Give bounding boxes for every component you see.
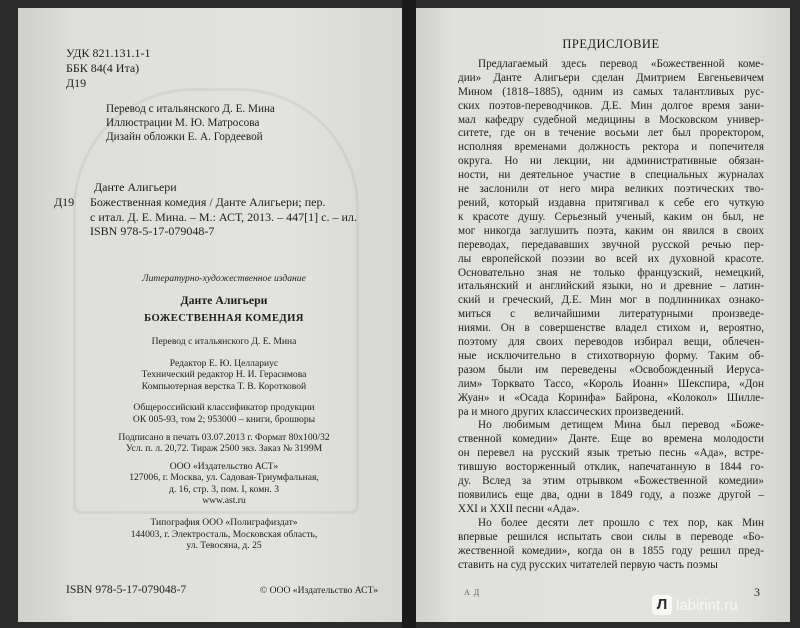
text-line: Но более десяти лет прошло с тех пор, как Мин (478, 516, 764, 529)
credit-line: Перевод с итальянского Д. Е. Мина (106, 103, 275, 115)
record-isbn: ISBN 978-5-17-079048-7 (90, 224, 215, 239)
staff-line: Редактор Е. Ю. Целлариус (169, 357, 279, 369)
book-author: Данте Алигьери (180, 293, 268, 308)
print-info (66, 432, 382, 455)
udk-code: УДК 821.131.1-1 (66, 46, 151, 60)
text-line: жественной комедии», когда он в 1855 году решил пред- (458, 544, 764, 557)
text-line: ду. Вслед за этим отрывком «Божественной комедии» (458, 475, 764, 488)
print-line: Усл. п. л. 20,72. Тираж 2500 экз. Заказ № 3199М (125, 443, 323, 455)
text-line: лим» Торквато Тассо, «Король Иоанн» Шекспира, «Дон (458, 377, 764, 390)
record-line: Божественная комедия / Данте Алигьери; пер. (90, 194, 326, 209)
text-line: ности, ни деятельное участие в специальных журналах (458, 169, 764, 182)
record-code: Д19 (54, 194, 75, 209)
record-line: с итал. Д. Е. Мина. – М.: АСТ, 2013. – 447[1] с. – ил. (90, 209, 357, 224)
text-line: ситете, где он в течение восьми лет был проректором, (458, 127, 764, 140)
text-line: ные исключительно в стихотворную форму. Таким об- (458, 349, 764, 362)
translation-credit: Перевод с итальянского Д. Е. Мина (151, 335, 297, 347)
text-line: итальянский и английский языки, но и древние – латин- (458, 280, 764, 293)
text-line: переводах, передававших звучной русской речью пер- (458, 238, 764, 251)
bbk-code: ББК 84(4 Ита) (66, 61, 140, 75)
text-line: не заслонили от него мира великих поэтических тво- (458, 183, 764, 196)
text-line: Мином (1818–1885), одним из самых талантливых рус- (458, 85, 764, 98)
text-line: ских поэтов-переводчиков. Д.Е. Мин долгое время зани- (458, 99, 764, 112)
classification-codes (66, 46, 382, 91)
bibliographic-record (54, 180, 382, 239)
text-line: тившую восторженный отклик, напечатанную в 1844 го- (458, 461, 764, 474)
text-line: лы европейской поэзии во всей их духовной красоте. (458, 252, 764, 265)
paragraph-2 (458, 419, 764, 516)
publisher-line: 127006, г. Москва, ул. Садовая-Триумфальная, (129, 472, 319, 484)
printer-line: ул. Тевосяна, д. 25 (186, 540, 262, 552)
publisher-line: ООО «Издательство АСТ» (169, 460, 279, 472)
text-line: ниями. Он в совершенстве владел стихом и, вероятно, (458, 322, 764, 335)
page-number: 3 (754, 585, 760, 600)
chapter-heading: ПРЕДИСЛОВИЕ (562, 37, 660, 51)
left-page (18, 8, 402, 622)
text-line: Но любимым детищем Мина был перевод «Боже- (478, 419, 764, 432)
right-page (416, 8, 790, 622)
paragraph-1 (458, 58, 764, 420)
bottom-isbn-row (66, 583, 378, 598)
text-line: ра и много других классических произведений. (458, 405, 684, 418)
text-line: дии» Данте Алигьери сделан Дмитрием Евгеньевичем (458, 71, 764, 84)
book-title: БОЖЕСТВЕННАЯ КОМЕДИЯ (144, 313, 304, 325)
text-line: ский и греческий, Д.Е. Мин мог в подлинниках ознако- (458, 294, 764, 307)
author-code: Д19 (66, 76, 87, 90)
edition-type: Литературно-художественное издание (142, 272, 306, 284)
text-line: XXI и XXII песни «Ада». (458, 502, 580, 515)
footer-mark: А Д (464, 588, 481, 598)
text-line: рений, который издавна притягивал к себе его чуткую (458, 196, 764, 209)
text-line: разом были им переведены «Освобожденный Иеруса- (458, 363, 764, 376)
text-line: мал кафедру судебной медицины в Московском универ- (458, 113, 764, 126)
text-line: Предлагаемый здесь перевод «Божественной коме- (478, 57, 764, 70)
staff-line: Технический редактор Н. И. Герасимова (141, 369, 307, 381)
text-line: Основательно зная не только французский, немецкий, (458, 266, 764, 279)
text-line: поэтому для своих переводов избирал вещи, облечен- (458, 336, 764, 349)
labirint-logo-icon: Л (652, 595, 672, 615)
isbn-bottom: ISBN 978-5-17-079048-7 (66, 583, 187, 596)
classifier-line: ОК 005-93, том 2; 953000 – книги, брошюры (132, 413, 316, 425)
credit-line: Дизайн обложки Е. А. Гордеевой (106, 130, 263, 143)
text-line: исполняя временами должность ректора и попечителя (458, 141, 764, 154)
text-line: появились еще два, одни в 1849 году, а позже другой – (458, 489, 764, 501)
site-watermark (652, 595, 738, 615)
printer-line: 144003, г. Электросталь, Московская область, (130, 528, 318, 540)
copyright: © ООО «Издательство АСТ» (259, 585, 378, 596)
book-gutter (402, 0, 416, 628)
text-line: ставить на суд русских читателей первую часть поэмы (458, 558, 718, 571)
classifier-info (66, 402, 382, 425)
watermark-text: labirint.ru (676, 596, 738, 614)
imprint-block (66, 273, 382, 552)
text-line: округа. Но ни лекции, ни административные обязан- (458, 155, 764, 168)
credit-line: Иллюстрации М. Ю. Матросова (106, 116, 260, 129)
text-line: к красоте душу. Серьезный ученый, каким он был, не (458, 210, 764, 223)
text-line: он перевел на русский язык третью песнь «Ада», встре- (458, 447, 764, 460)
staff-list (66, 358, 382, 393)
printer-line: Типография ООО «Полиграфиздат» (150, 517, 298, 529)
staff-line: Компьютерная верстка Т. В. Коротковой (141, 380, 307, 392)
printer-info (66, 517, 382, 552)
text-line: мог никогда заглушить поэта, каким он явился в своих (458, 224, 764, 237)
publisher-line: д. 16, стр. 3, пом. I, комн. 3 (168, 483, 280, 495)
publisher-line: www.ast.ru (202, 495, 246, 507)
paragraph-3 (458, 517, 764, 573)
text-line: ственной комедии» Данте. Еще во времена молодости (458, 433, 764, 446)
classifier-line: Общероссийский классификатор продукции (133, 402, 315, 414)
record-author: Данте Алигьери (94, 180, 177, 195)
text-line: впервые решился испытать свои силы в переводе «Бо- (458, 530, 764, 543)
print-line: Подписано в печать 03.07.2013 г. Формат 80x100/32 (118, 431, 330, 443)
text-line: миться с величайшими литературными произведе- (458, 308, 764, 321)
text-line: Жуан» и «Осада Коринфа» Байрона, «Колокол» Шилле- (458, 391, 764, 404)
publisher-info (66, 461, 382, 507)
credits-block (106, 103, 382, 144)
